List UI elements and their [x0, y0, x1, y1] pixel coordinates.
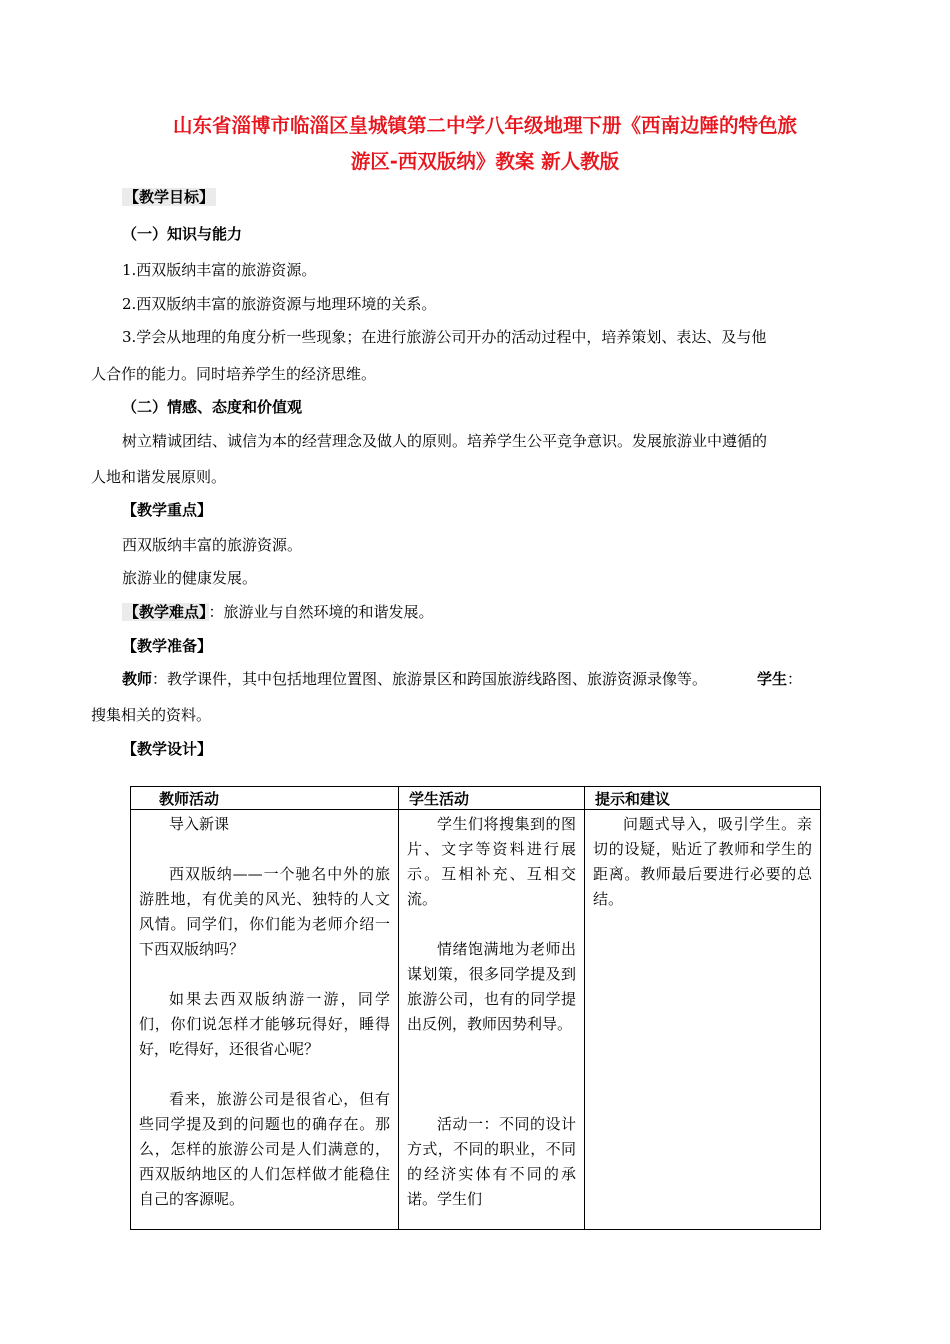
table-row: [131, 810, 821, 1230]
key-points-heading: 【教学重点】: [122, 501, 213, 519]
knowledge-item-3-line-2: 人合作的能力。同时培养学生的经济思维。: [91, 365, 377, 383]
teacher-paragraph-2: 西双版纳——一个驰名中外的旅游胜地，有优美的风光、独特的人文风情。同学们，你们能为老师介绍一下西双版纳吗？: [139, 865, 390, 958]
title-line-1: 山东省淄博市临淄区皇城镇第二中学八年级地理下册《西南边陲的特色旅: [172, 114, 797, 137]
header-student-activity: 学生活动: [399, 787, 585, 810]
emotion-heading: （二）情感、态度和价值观: [122, 398, 303, 416]
student-preparation: 搜集相关的资料。: [91, 706, 212, 724]
teacher-activity-cell: [131, 810, 399, 1230]
key-point-1: 西双版纳丰富的旅游资源。: [122, 536, 303, 554]
difficulty-heading: 【教学难点】: [124, 603, 207, 621]
key-point-2: 旅游业的健康发展。: [122, 569, 258, 587]
teaching-design-table: [130, 786, 821, 1230]
header-tips: 提示和建议: [585, 787, 821, 810]
header-teacher-activity: 教师活动: [131, 787, 399, 810]
teacher-paragraph-3: 如果去西双版纳游一游，同学们，你们说怎样才能够玩得好，睡得好，吃得好，还很省心呢？: [139, 990, 390, 1058]
student-activity-cell: [399, 810, 585, 1230]
student-paragraph-2: 情绪饱满地为老师出谋划策，很多同学提及到旅游公司，也有的同学提出反例，教师因势利导。: [407, 940, 576, 1033]
teacher-paragraph-4: 看来，旅游公司是很省心，但有些同学提及到的问题也的确存在。那么，怎样的旅游公司是人们满意的，西双版纳地区的人们怎样做才能稳住自己的客源呢。: [139, 1090, 390, 1208]
knowledge-heading: （一）知识与能力: [122, 225, 243, 243]
student-paragraph-3: 活动一：不同的设计方式，不同的职业，不同的经济实体有不同的承诺。学生们: [407, 1115, 576, 1208]
teacher-paragraph-1: 导入新课: [169, 815, 230, 833]
student-label-colon: ：: [787, 670, 803, 688]
emotion-line-2: 人地和谐发展原则。: [91, 468, 227, 486]
knowledge-item-3-line-1: 3.学会从地理的角度分析一些现象；在进行旅游公司开办的活动过程中，培养策划、表达、及与他: [122, 328, 767, 346]
tips-paragraph-1: 问题式导入，吸引学生。亲切的设疑，贴近了教师和学生的距离。教师最后要进行必要的总结。: [593, 815, 812, 908]
objectives-heading: 【教学目标】: [124, 188, 215, 206]
teacher-label: 教师: [122, 670, 153, 688]
student-paragraph-1: 学生们将搜集到的图片、文字等资料进行展示。互相补充、互相交流。: [407, 815, 576, 908]
preparation-heading: 【教学准备】: [122, 637, 213, 655]
tips-cell: [585, 810, 821, 1230]
knowledge-item-2: 2.西双版纳丰富的旅游资源与地理环境的关系。: [122, 295, 437, 313]
difficulty-line: [122, 602, 434, 622]
student-label: 学生: [757, 670, 788, 688]
teacher-preparation: ：教学课件，其中包括地理位置图、旅游景区和跨国旅游线路图、旅游资源录像等。: [152, 670, 708, 688]
title-line-2: 游区-西双版纳》教案 新人教版: [350, 150, 620, 173]
emotion-line-1: 树立精诚团结、诚信为本的经营理念及做人的原则。培养学生公平竞争意识。发展旅游业中遵循的: [122, 432, 768, 450]
document-title: [100, 108, 870, 180]
design-heading: 【教学设计】: [122, 740, 213, 758]
preparation-teacher-line: [122, 669, 802, 689]
difficulty-text: ：旅游业与自然环境的和谐发展。: [208, 603, 434, 621]
knowledge-item-1: 1.西双版纳丰富的旅游资源。: [122, 261, 317, 279]
table-header-row: [131, 787, 821, 810]
